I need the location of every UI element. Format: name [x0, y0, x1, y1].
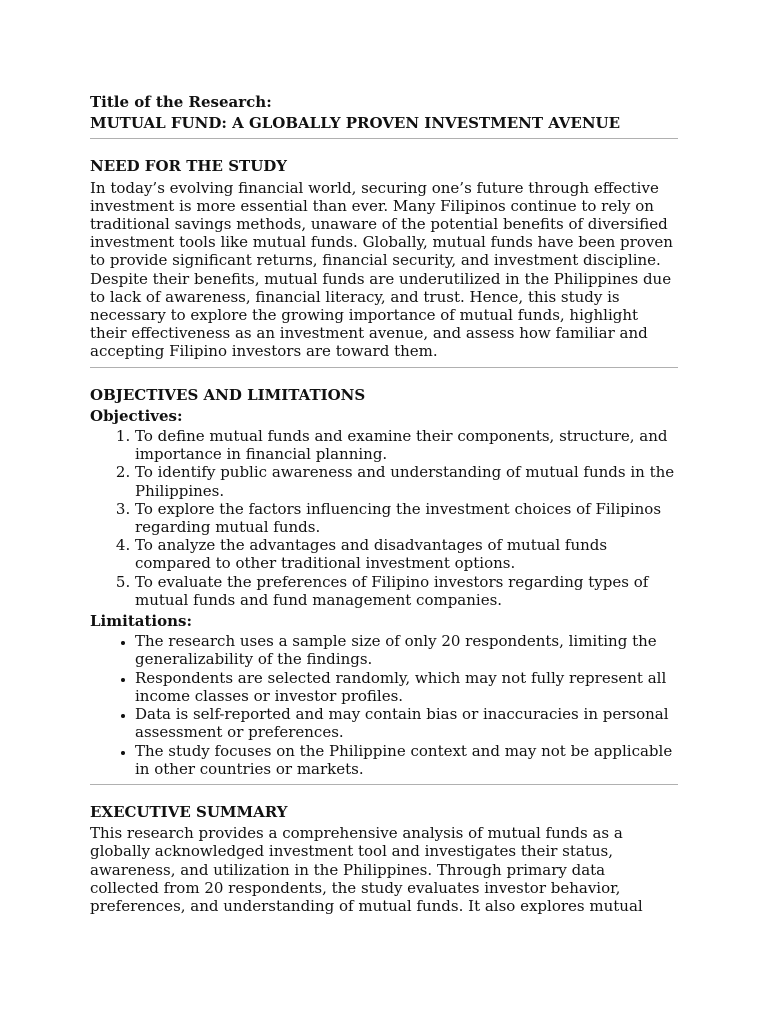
objective-item: 4. To analyze the advantages and disadvantages of mutual funds compared to other traditional investment options.: [135, 536, 678, 572]
summary-paragraph: This research provides a comprehensive analysis of mutual funds as a globally acknowledged investment tool and investigates their status, awareness, and utilization in the Philippines. Through primary data collected from 20 respondents, the study evaluates investor behavior, preferences, and understanding of mutual funds. It also explores mutual: [90, 824, 643, 915]
limitations-list: [90, 632, 678, 778]
limitations-label: Limitations:: [90, 612, 192, 631]
objective-item: 2. To identify public awareness and understanding of mutual funds in the Philippines.: [135, 463, 678, 499]
research-title: MUTUAL FUND: A GLOBALLY PROVEN INVESTMENT AVENUE: [90, 114, 621, 133]
divider: [90, 138, 678, 139]
research-title-label: Title of the Research:: [90, 93, 272, 111]
objective-item: 1. To define mutual funds and examine their components, structure, and importance in financial planning.: [135, 427, 678, 463]
limitation-item: • Data is self-reported and may contain bias or inaccuracies in personal assessment or preferences.: [135, 705, 678, 741]
need-paragraph: In today’s evolving financial world, securing one’s future through effective investment is more essential than ever. Many Filipinos continue to rely on traditional savings methods, unaware of the potential benefits of diversified investment tools like mutual funds. Globally, mutual funds have been proven to provide significant returns, financial security, and investment discipline. Despite their benefits, mutual funds are underutilized in the Philippines due to lack of awareness, financial literacy, and trust. Hence, this study is necessary to explore the growing importance of mutual funds, highlight their effectiveness as an investment avenue, and assess how familiar and accepting Filipino investors are toward them.: [90, 178, 673, 361]
limitation-item: • The study focuses on the Philippine context and may not be applicable in other countries or markets.: [135, 742, 678, 778]
limitation-item: • The research uses a sample size of only 20 respondents, limiting the generalizability of the findings.: [135, 632, 678, 668]
objectives-list: [90, 427, 678, 609]
objectives-limitations-heading: OBJECTIVES AND LIMITATIONS: [90, 385, 366, 404]
limitation-item: • Respondents are selected randomly, which may not fully represent all income classes or investor profiles.: [135, 669, 678, 705]
objective-item: 5. To evaluate the preferences of Filipino investors regarding types of mutual funds and fund management companies.: [135, 573, 678, 609]
document-page: [90, 93, 678, 915]
objective-item: 3. To explore the factors influencing the investment choices of Filipinos regarding mutual funds.: [135, 500, 678, 536]
objectives-label: Objectives:: [90, 406, 183, 425]
summary-heading: EXECUTIVE SUMMARY: [90, 802, 288, 821]
divider: [90, 367, 678, 368]
need-heading: NEED FOR THE STUDY: [90, 157, 287, 176]
divider: [90, 784, 678, 785]
